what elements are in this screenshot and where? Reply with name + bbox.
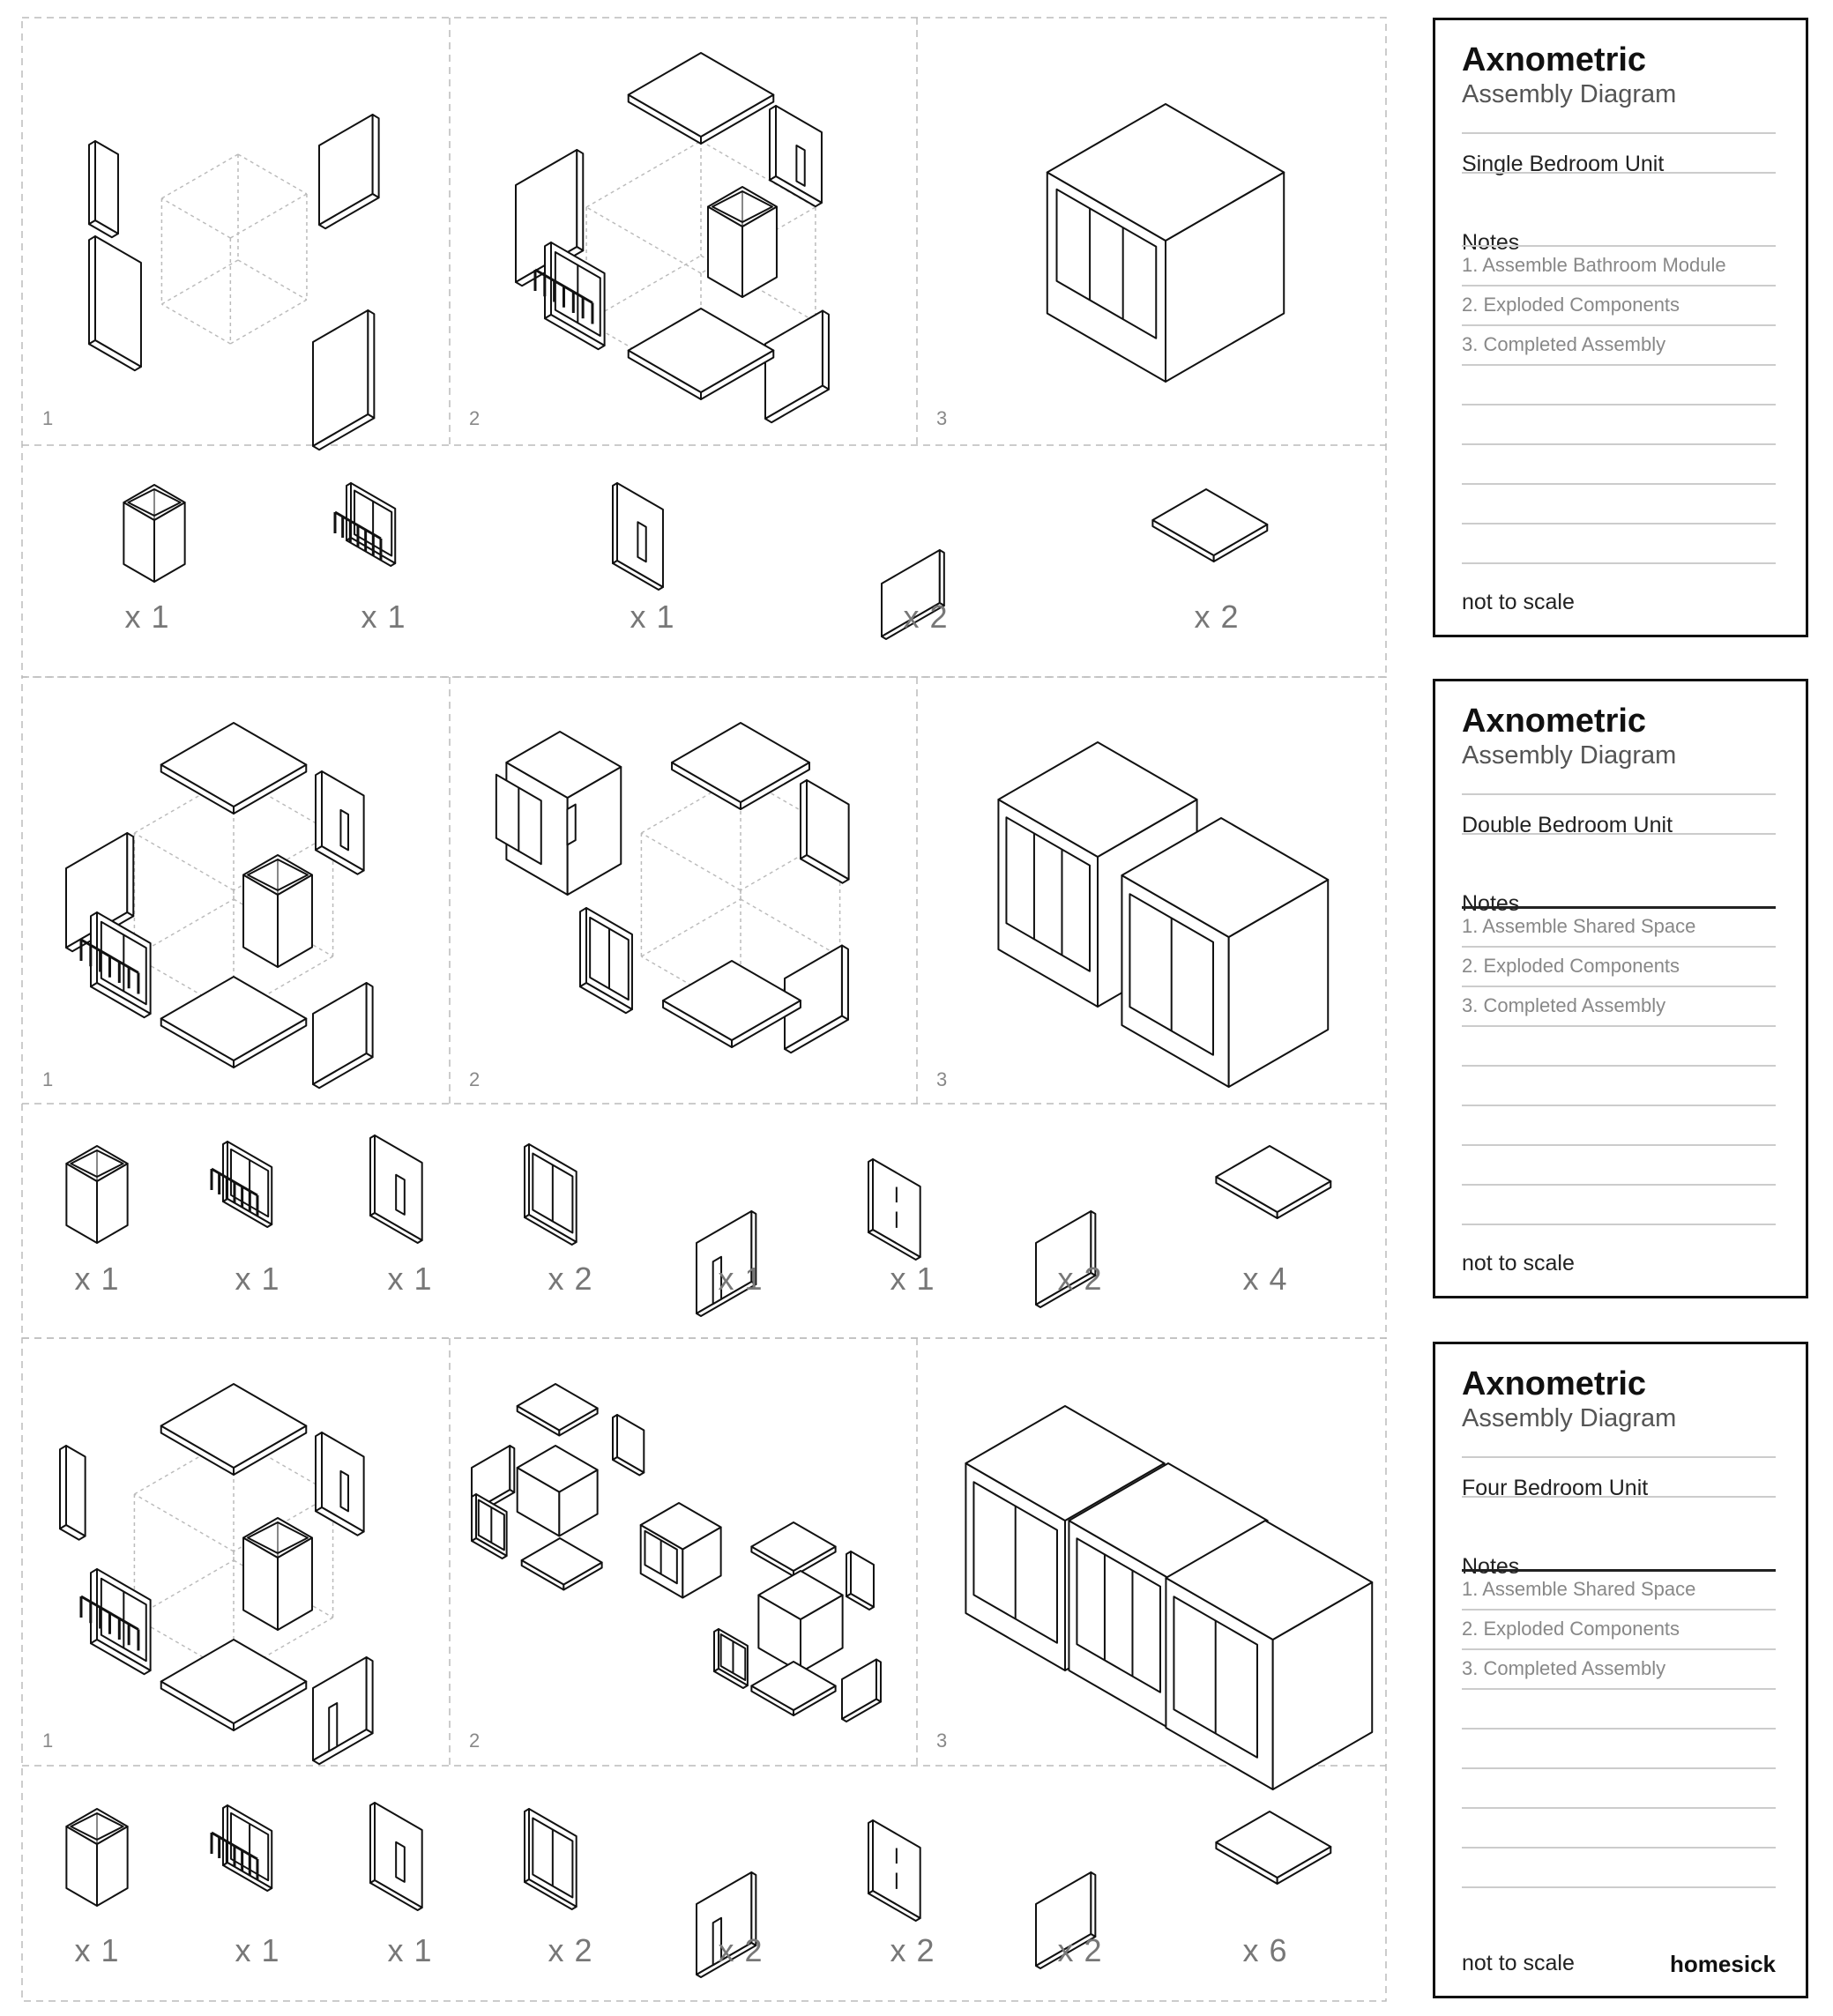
- divider: [1462, 1065, 1776, 1067]
- unit-name: Four Bedroom Unit: [1462, 1476, 1649, 1500]
- bathroom-module: [243, 1518, 312, 1630]
- floor-slab: [161, 1384, 307, 1475]
- wall-panel: [313, 310, 374, 450]
- wall-panel: [316, 771, 364, 874]
- floor-slab: [522, 1538, 602, 1590]
- divider: [1462, 1847, 1776, 1849]
- divider: [1462, 1648, 1776, 1650]
- divider: [1462, 793, 1776, 795]
- wall-panel: [765, 311, 829, 423]
- card-title: Axnometric: [1462, 41, 1647, 78]
- floor-slab: [1152, 489, 1267, 562]
- title-block-card: [1433, 18, 1808, 637]
- step-number: 1: [42, 407, 54, 429]
- wall-panel: [846, 1551, 874, 1610]
- floor-slab: [629, 53, 774, 144]
- floor-slab: [161, 977, 307, 1068]
- component-quantity: x 1: [124, 599, 170, 635]
- divider: [1462, 324, 1776, 326]
- divider: [1462, 1184, 1776, 1186]
- bathroom-module: [123, 485, 184, 582]
- title-block-card: [1433, 679, 1808, 1298]
- floor-slab: [1216, 1811, 1330, 1884]
- title-block-card: [1433, 1342, 1808, 1998]
- component-quantity: x 2: [1057, 1932, 1103, 1968]
- floor-slab: [161, 1640, 307, 1730]
- floor-slab: [663, 961, 801, 1047]
- divider: [1462, 523, 1776, 524]
- bathroom-module: [243, 855, 312, 967]
- scale-note: not to scale: [1462, 1951, 1575, 1975]
- wall-panel: [60, 1446, 86, 1540]
- note-item: 2. Exploded Components: [1462, 294, 1680, 316]
- note-item: 3. Completed Assembly: [1462, 333, 1666, 355]
- divider: [1462, 1688, 1776, 1690]
- wall-panel: [868, 1820, 920, 1921]
- divider: [1462, 1807, 1776, 1809]
- component-quantity: x 2: [718, 1932, 764, 1968]
- divider: [1462, 285, 1776, 286]
- component-quantity: x 1: [235, 1932, 280, 1968]
- floor-slab: [751, 1662, 835, 1715]
- divider: [1462, 1105, 1776, 1106]
- wall-panel: [842, 1660, 881, 1722]
- brand-logo: homesick: [1670, 1951, 1776, 1977]
- component-quantity: x 2: [548, 1932, 593, 1968]
- component-quantity: x 1: [235, 1261, 280, 1297]
- note-item: 2. Exploded Components: [1462, 955, 1680, 977]
- door: [340, 1471, 348, 1511]
- floor-slab: [629, 309, 774, 399]
- component-quantity: x 6: [1242, 1932, 1288, 1968]
- divider: [1462, 1767, 1776, 1769]
- component-quantity: x 4: [1242, 1261, 1288, 1297]
- notes-heading: Notes: [1462, 1554, 1520, 1579]
- divider: [1462, 404, 1776, 405]
- note-item: 2. Exploded Components: [1462, 1618, 1680, 1640]
- divider: [1462, 1728, 1776, 1730]
- divider: [1462, 245, 1776, 247]
- door: [637, 522, 645, 562]
- note-item: 3. Completed Assembly: [1462, 994, 1666, 1016]
- floor-slab: [1216, 1146, 1330, 1218]
- divider: [1462, 946, 1776, 948]
- component-quantity: x 2: [548, 1261, 593, 1297]
- note-item: 1. Assemble Shared Space: [1462, 915, 1696, 937]
- bathroom-module: [66, 1146, 127, 1243]
- card-subtitle: Assembly Diagram: [1462, 741, 1677, 770]
- card-subtitle: Assembly Diagram: [1462, 80, 1677, 108]
- wall-panel: [89, 141, 118, 237]
- divider: [1462, 132, 1776, 134]
- door: [796, 145, 804, 186]
- unit-name: Double Bedroom Unit: [1462, 813, 1673, 837]
- component-quantity: x 1: [630, 599, 675, 635]
- wall-panel: [89, 236, 141, 370]
- card-title: Axnometric: [1462, 703, 1647, 740]
- bathroom-module: [758, 1571, 842, 1672]
- door: [340, 810, 348, 850]
- step-number: 3: [936, 1068, 948, 1090]
- wall-panel: [319, 115, 379, 228]
- divider: [1462, 833, 1776, 835]
- wall-panel: [313, 983, 373, 1088]
- card-title: Axnometric: [1462, 1365, 1647, 1402]
- ghost-volume: [161, 154, 307, 344]
- divider: [1462, 1456, 1776, 1458]
- divider: [1462, 172, 1776, 174]
- step-number: 2: [469, 407, 481, 429]
- component-quantity: x 2: [890, 1932, 935, 1968]
- divider: [1462, 1144, 1776, 1146]
- component-quantity: x 2: [1057, 1261, 1103, 1297]
- divider: [1462, 1025, 1776, 1027]
- step-number: 2: [469, 1730, 481, 1752]
- floor-slab: [751, 1522, 835, 1576]
- door: [396, 1175, 405, 1215]
- step-number: 3: [936, 1730, 948, 1752]
- notes-heading: Notes: [1462, 891, 1520, 916]
- component-quantity: x 1: [387, 1932, 433, 1968]
- divider: [1462, 1569, 1776, 1572]
- component-quantity: x 2: [1194, 599, 1240, 635]
- divider: [1462, 906, 1776, 909]
- floor-slab: [161, 723, 307, 814]
- component-quantity: x 1: [361, 599, 406, 635]
- divider: [1462, 1224, 1776, 1225]
- step-number: 1: [42, 1068, 54, 1090]
- step-number: 3: [936, 407, 948, 429]
- divider: [1462, 986, 1776, 987]
- floor-slab: [518, 1384, 598, 1436]
- component-quantity: x 2: [903, 599, 949, 635]
- note-item: 1. Assemble Bathroom Module: [1462, 254, 1726, 276]
- divider: [1462, 364, 1776, 366]
- floor-slab: [672, 723, 809, 809]
- divider: [1462, 1609, 1776, 1611]
- divider: [1462, 443, 1776, 445]
- step-number: 2: [469, 1068, 481, 1090]
- scale-note: not to scale: [1462, 1251, 1575, 1276]
- wall-panel: [316, 1432, 364, 1536]
- divider: [1462, 1886, 1776, 1888]
- note-item: 3. Completed Assembly: [1462, 1657, 1666, 1679]
- wall-panel: [313, 1657, 373, 1764]
- divider: [1462, 1496, 1776, 1498]
- note-item: 1. Assemble Shared Space: [1462, 1578, 1696, 1600]
- wall-panel: [613, 1415, 644, 1476]
- scale-note: not to scale: [1462, 590, 1575, 614]
- bathroom-module: [708, 187, 777, 297]
- component-quantity: x 1: [718, 1261, 764, 1297]
- bathroom-module: [66, 1809, 127, 1906]
- component-quantity: x 1: [74, 1932, 120, 1968]
- component-quantity: x 1: [74, 1261, 120, 1297]
- card-subtitle: Assembly Diagram: [1462, 1404, 1677, 1432]
- unit-name: Single Bedroom Unit: [1462, 152, 1665, 176]
- door: [396, 1842, 405, 1882]
- divider: [1462, 483, 1776, 485]
- divider: [1462, 562, 1776, 564]
- door: [567, 805, 575, 845]
- step-number: 1: [42, 1730, 54, 1752]
- bathroom-module: [518, 1446, 598, 1536]
- notes-heading: Notes: [1462, 230, 1520, 255]
- wall-panel: [801, 780, 849, 883]
- component-quantity: x 1: [890, 1261, 935, 1297]
- wall-panel: [868, 1159, 920, 1260]
- component-quantity: x 1: [387, 1261, 433, 1297]
